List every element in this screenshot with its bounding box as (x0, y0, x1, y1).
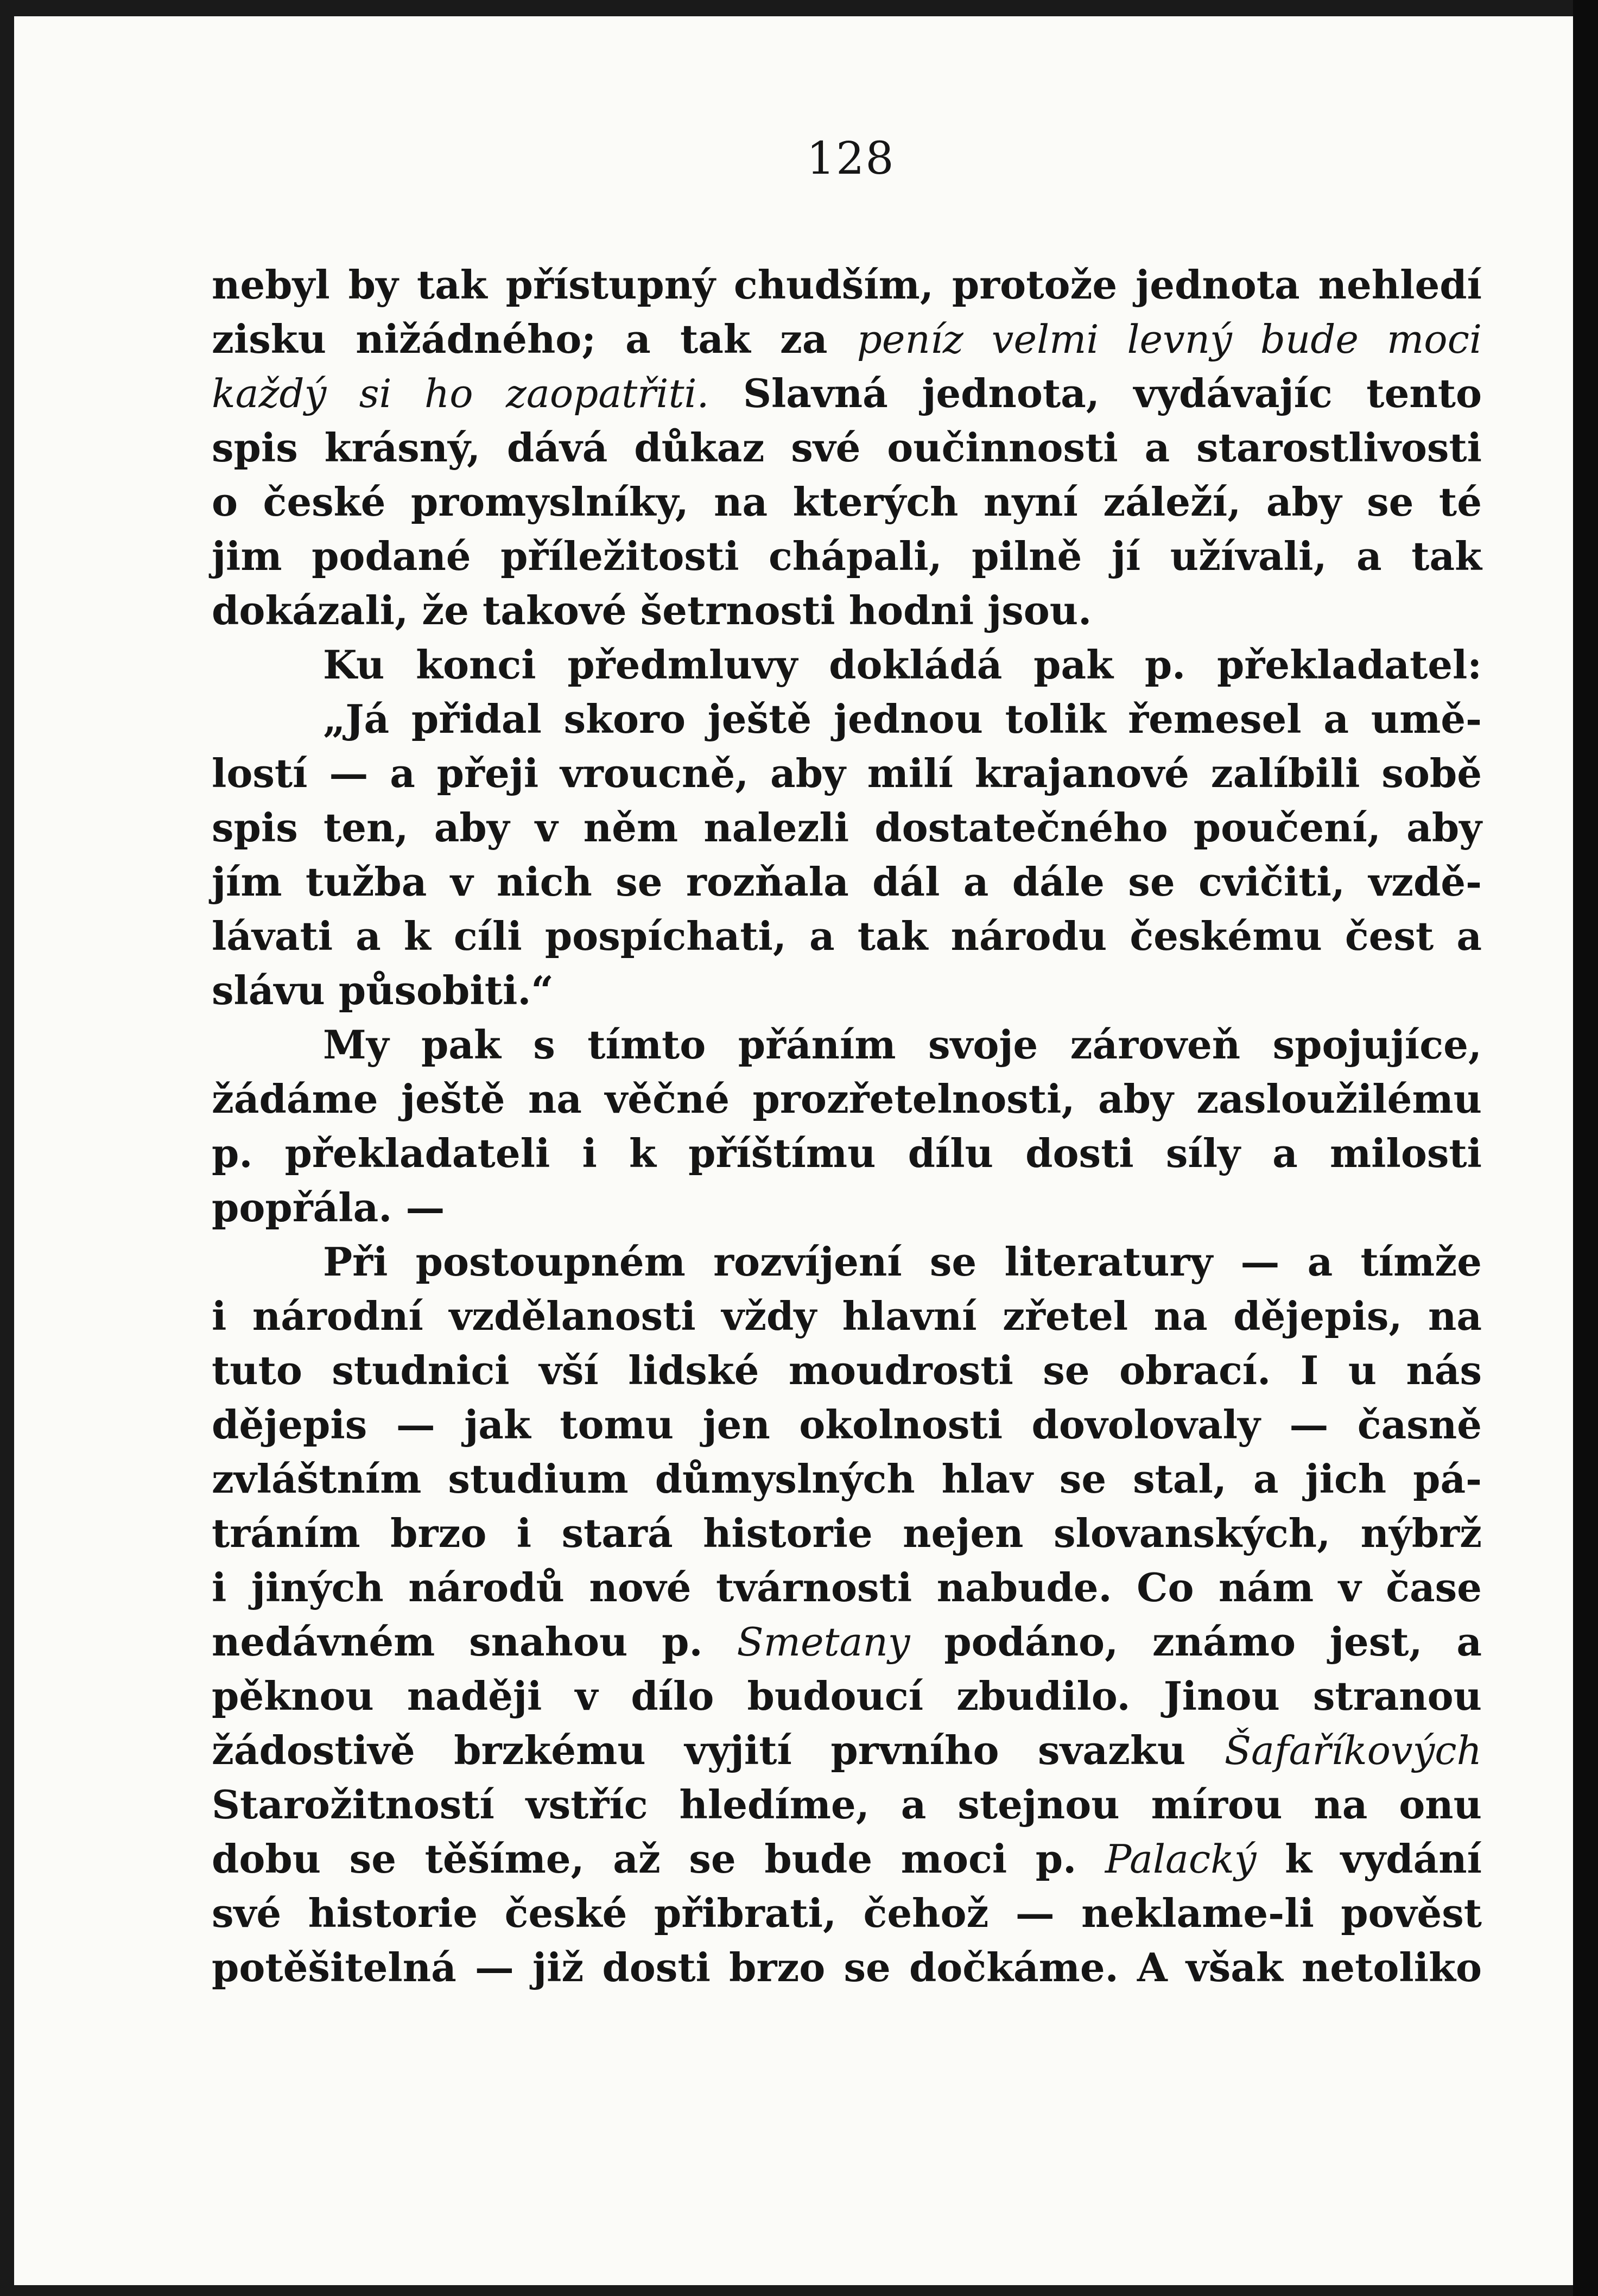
text-line: dokázali, že takové šetrnosti hodni jsou. (212, 587, 1092, 633)
book-page (14, 16, 1573, 2285)
text-line: jim podané příležitosti chápali, pilně jí užívali, a tak (212, 533, 1482, 579)
text-line: nedávném snahou p. Smetany podáno, známo jest, a (212, 1619, 1482, 1665)
text-line: dobu se těšíme, až se bude moci p. Palacký k vydání (212, 1836, 1482, 1882)
text-line: potěšitelná — již dosti brzo se dočkáme. A však netoliko (212, 1944, 1482, 1990)
text-line: každý si ho zaopatřiti. Slavná jednota, vydávajíc tento (212, 370, 1482, 416)
page-number: 128 (807, 133, 895, 185)
text-line: své historie české přibrati, čehož — neklame-li pověst (212, 1890, 1482, 1936)
text-line: popřála. — (212, 1184, 445, 1231)
text-line: jím tužba v nich se rozňala dál a dále se cvičiti, vzdě- (212, 859, 1482, 905)
text-line: Starožitností vstříc hledíme, a stejnou mírou na onu (212, 1781, 1482, 1828)
text-line: Při postoupném rozvíjení se literatury — a tímže (323, 1239, 1482, 1285)
text-line: dějepis — jak tomu jen okolnosti dovolovaly — časně (212, 1401, 1482, 1448)
text-line: i jiných národů nové tvárnosti nabude. Co nám v čase (212, 1564, 1482, 1610)
text-line: žádostivě brzkému vyjití prvního svazku Šafaříkových (212, 1727, 1482, 1773)
text-line: p. překladateli i k příštímu dílu dosti síly a milosti (212, 1130, 1482, 1176)
text-line: slávu působiti.“ (212, 967, 554, 1013)
text-line: zvláštním studium důmyslných hlav se stal, a jich pá- (212, 1456, 1482, 1502)
text-line: spis ten, aby v něm nalezli dostatečného poučení, aby (212, 804, 1482, 851)
text-line: pěknou naději v dílo budoucí zbudilo. Jinou stranou (212, 1673, 1482, 1719)
scan-edge (1573, 0, 1598, 2296)
text-line: spis krásný, dává důkaz své oučinnosti a starostlivosti (212, 424, 1482, 471)
text-line: tuto studnici vší lidské moudrosti se obrací. I u nás (212, 1347, 1482, 1393)
text-line: o české promyslníky, na kterých nyní záleží, aby se té (212, 479, 1482, 525)
body-text (212, 258, 1482, 1995)
text-line: tráním brzo i stará historie nejen slovanských, nýbrž (212, 1510, 1482, 1556)
text-line: žádáme ještě na věčné prozřetelnosti, aby zasloužilému (212, 1076, 1482, 1122)
text-line: nebyl by tak přístupný chudším, protože jednota nehledí (212, 262, 1482, 308)
text-line: zisku nižádného; a tak za peníz velmi levný bude moci (212, 316, 1482, 362)
text-line: lávati a k cíli pospíchati, a tak národu českému čest a (212, 913, 1482, 959)
text-line: My pak s tímto přáním svoje zároveň spojujíce, (323, 1022, 1482, 1068)
text-line: Ku konci předmluvy dokládá pak p. překladatel: (323, 642, 1482, 688)
text-line: lostí — a přeji vroucně, aby milí krajanové zalíbili sobě (212, 750, 1482, 796)
text-line: i národní vzdělanosti vždy hlavní zřetel na dějepis, na (212, 1293, 1482, 1339)
text-line: „Já přidal skoro ještě jednou tolik řemesel a umě- (323, 696, 1482, 742)
